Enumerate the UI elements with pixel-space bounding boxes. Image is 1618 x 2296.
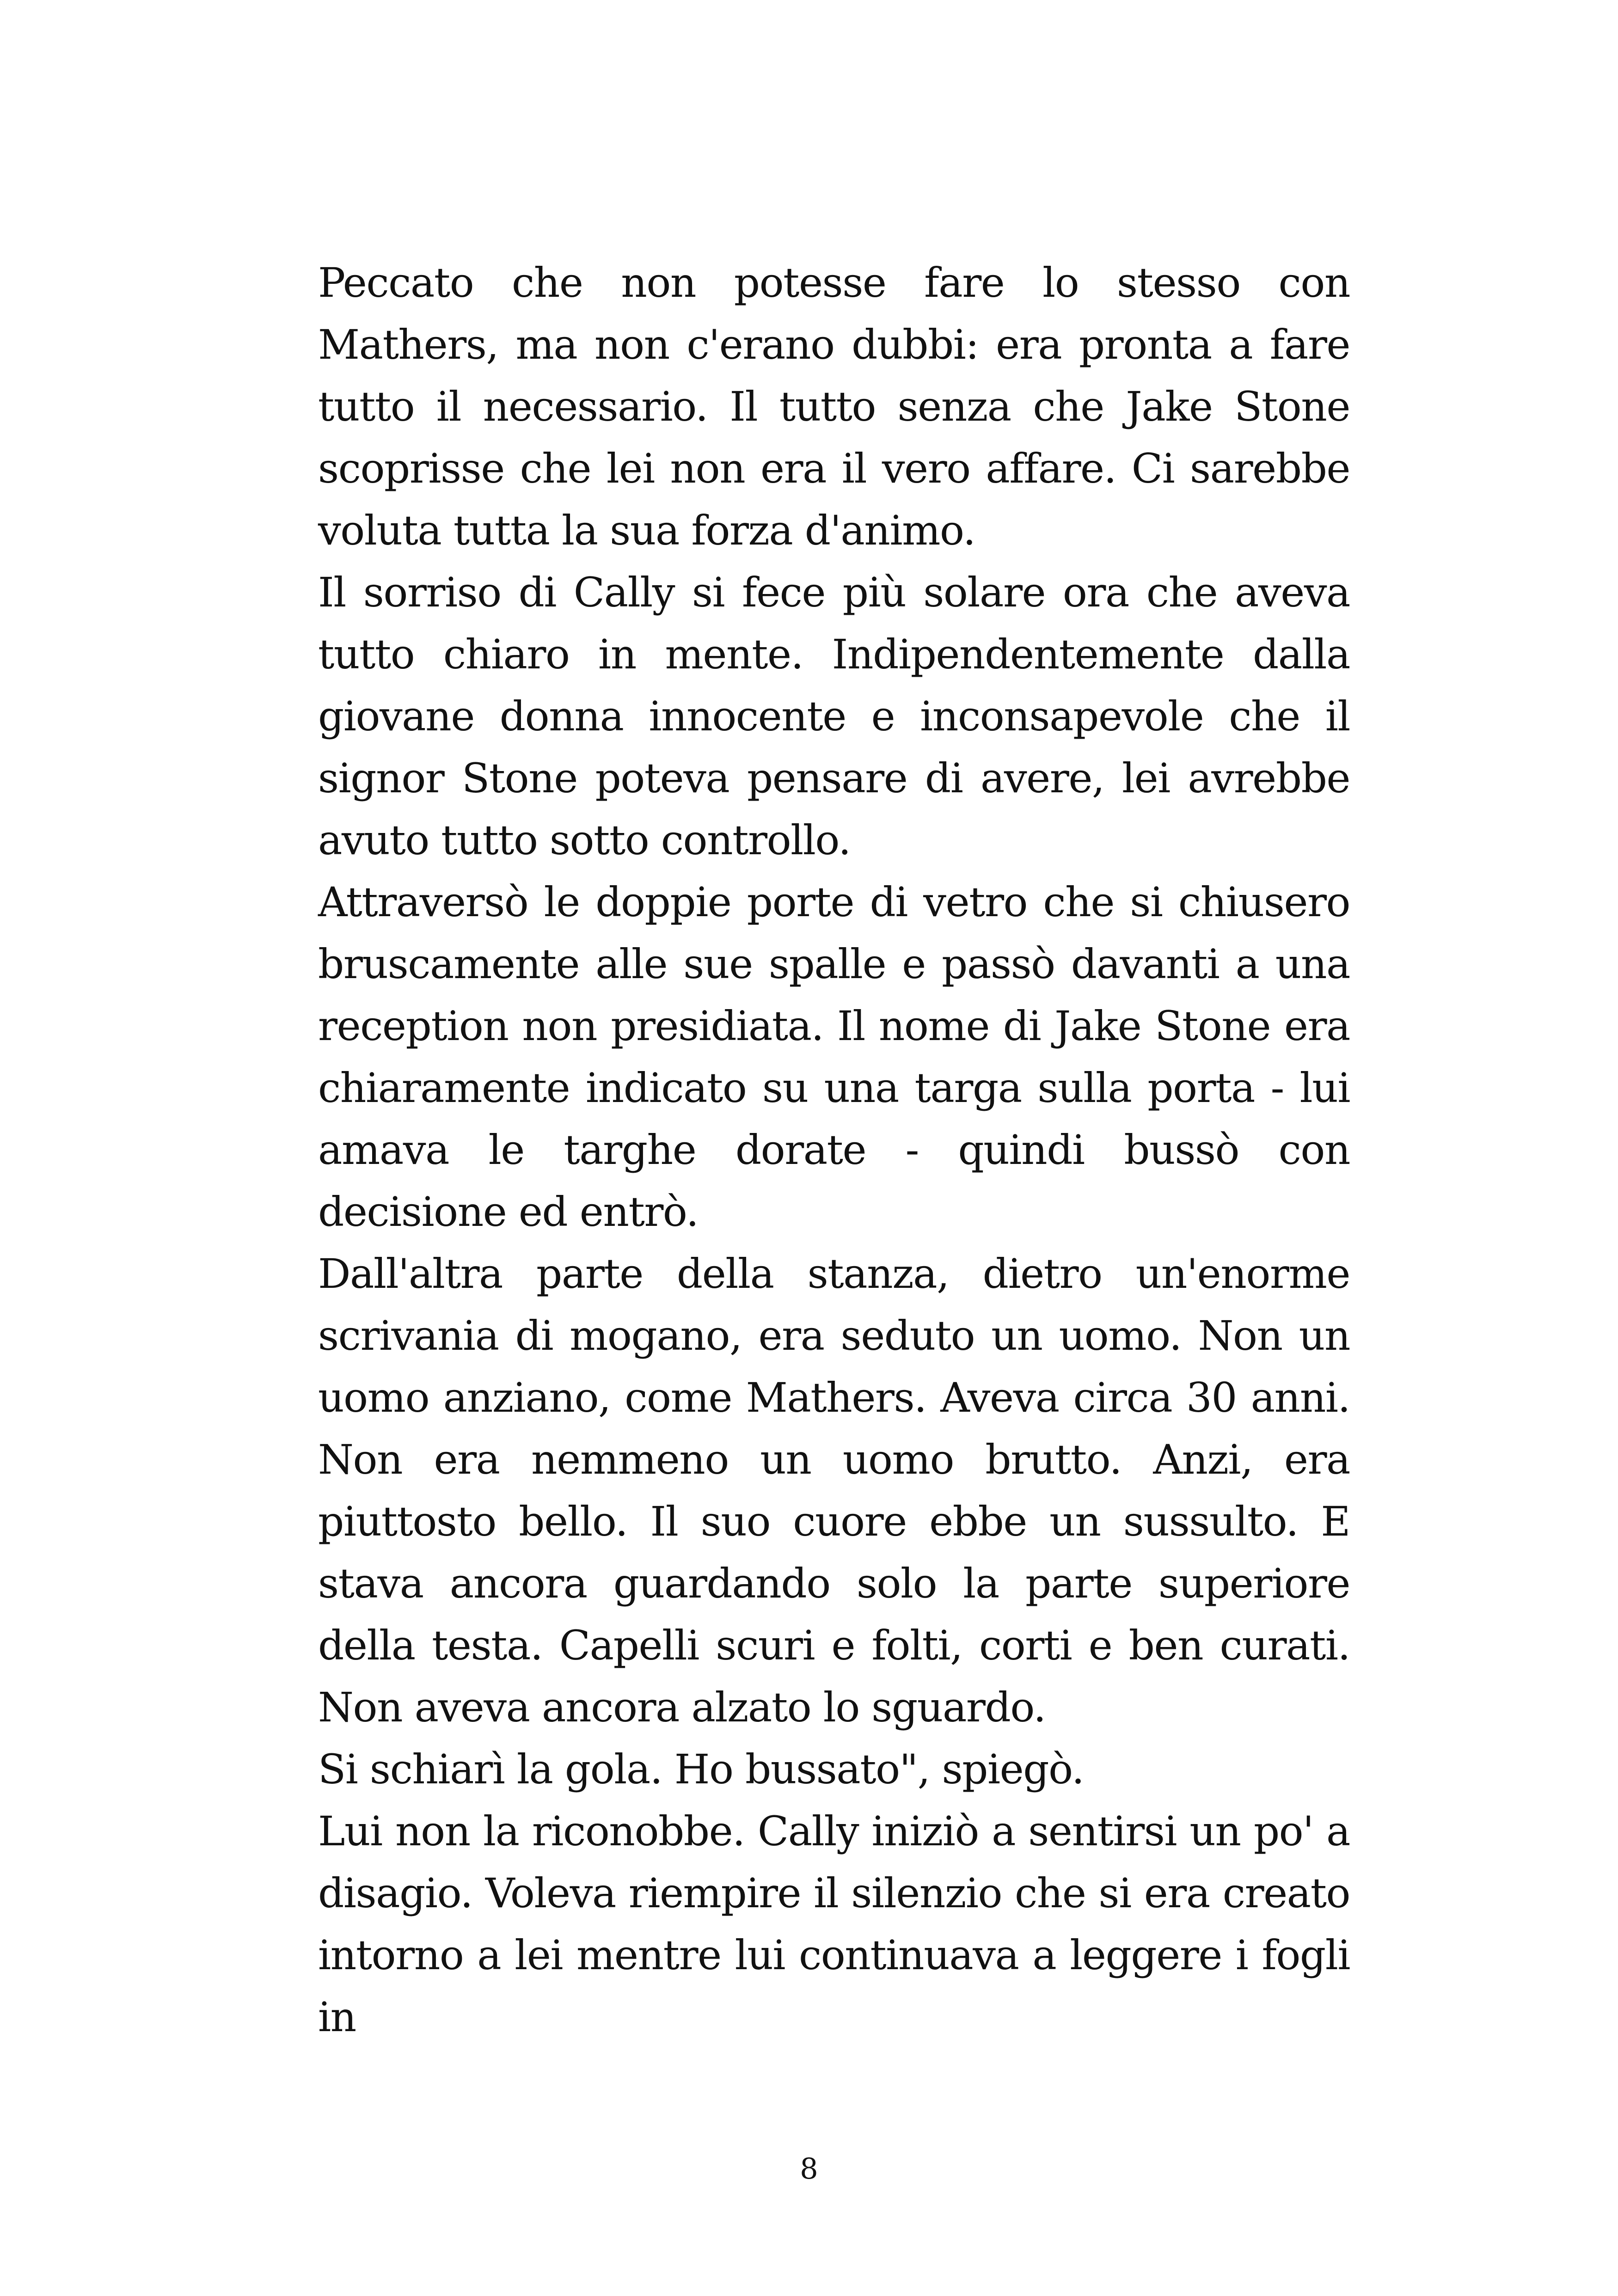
paragraph: Attraversò le doppie porte di vetro che si chiusero bruscamente alle sue spalle e passò davanti a una reception non presidiata. Il nome di Jake Stone era chiaramente indicato su una targa sulla porta - lui amava le targhe dorate - quindi bussò con decisione ed entrò. (318, 878, 1350, 1236)
paragraph: Peccato che non potesse fare lo stesso con Mathers, ma non c'erano dubbi: era pronta a fare tutto il necessario. Il tutto senza che Jake Stone scoprisse che lei non era il vero affare. Ci sarebbe voluta tutta la sua forza d'animo. (318, 259, 1350, 554)
paragraph: Lui non la riconobbe. Cally iniziò a sentirsi un po' a disagio. Voleva riempire il silenzio che si era creato intorno a lei mentre lui continuava a leggere i fogli in (318, 1807, 1350, 2041)
paragraph: Si schiarì la gola. Ho bussato", spiegò. (318, 1745, 1084, 1793)
page-number: 8 (800, 2152, 818, 2186)
body-text (318, 252, 1350, 2048)
paragraph: Il sorriso di Cally si fece più solare ora che aveva tutto chiaro in mente. Indipendentemente dalla giovane donna innocente e inconsapevole che il signor Stone poteva pensare di avere, lei avrebbe avuto tutto sotto controllo. (318, 569, 1350, 864)
paragraph: Dall'altra parte della stanza, dietro un'enorme scrivania di mogano, era seduto un uomo. Non un uomo anziano, come Mathers. Aveva circa 30 anni. Non era nemmeno un uomo brutto. Anzi, era piuttosto bello. Il suo cuore ebbe un sussulto. E stava ancora guardando solo la parte superiore della testa. Capelli scuri e folti, corti e ben curati. Non aveva ancora alzato lo sguardo. (318, 1250, 1350, 1731)
